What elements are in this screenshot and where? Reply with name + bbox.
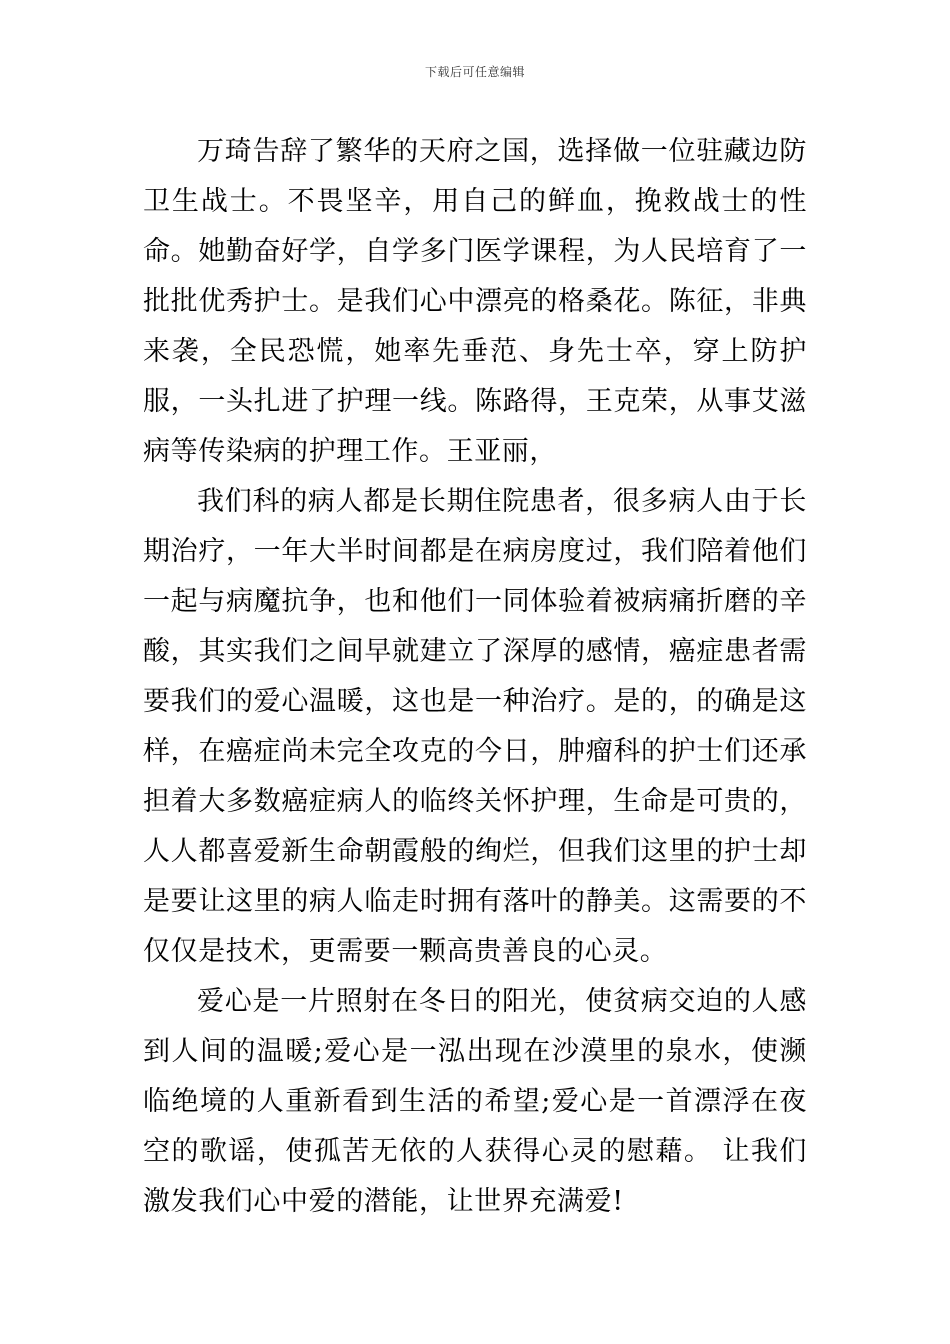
header-note: 下载后可任意编辑 (424, 65, 525, 79)
paragraph-3: 爱心是一片照射在冬日的阳光，使贫病交迫的人感到人间的温暖;爱心是一泓出现在沙漠里的泉水，使濒临绝境的人重新看到生活的希望;爱心是一首漂浮在夜空的歌谣，使孤苦无依的人获得心灵的慰藉。 让我们激发我们心中爱的潜能，让世界充满爱! (143, 986, 807, 1217)
paragraph-2: 我们科的病人都是长期住院患者，很多病人由于长期治疗，一年大半时间都是在病房度过，我们陪着他们一起与病魔抗争，也和他们一同体验着被病痛折磨的辛酸，其实我们之间早就建立了深厚的感情，癌症患者需要我们的爱心温暖，这也是一种治疗。是的，的确是这样，在癌症尚未完全攻克的今日，肿瘤科的护士们还承担着大多数癌症病人的临终关怀护理，生命是可贵的，人人都喜爱新生命朝霞般的绚烂，但我们这里的护士却是要让这里的病人临走时拥有落叶的静美。这需要的不仅仅是技术，更需要一颗高贵善良的心灵。 (143, 486, 807, 967)
paragraph-1: 万琦告辞了繁华的天府之国，选择做一位驻藏边防卫生战士。不畏坚辛，用自己的鲜血，挽救战士的性命。她勤奋好学，自学多门医学课程，为人民培育了一批批优秀护士。是我们心中漂亮的格桑花。陈征，非典来袭，全民恐慌，她率先垂范、身先士卒，穿上防护服，一头扎进了护理一线。陈路得，王克荣，从事艾滋病等传染病的护理工作。王亚丽， (143, 136, 807, 467)
document-body (143, 127, 807, 1227)
